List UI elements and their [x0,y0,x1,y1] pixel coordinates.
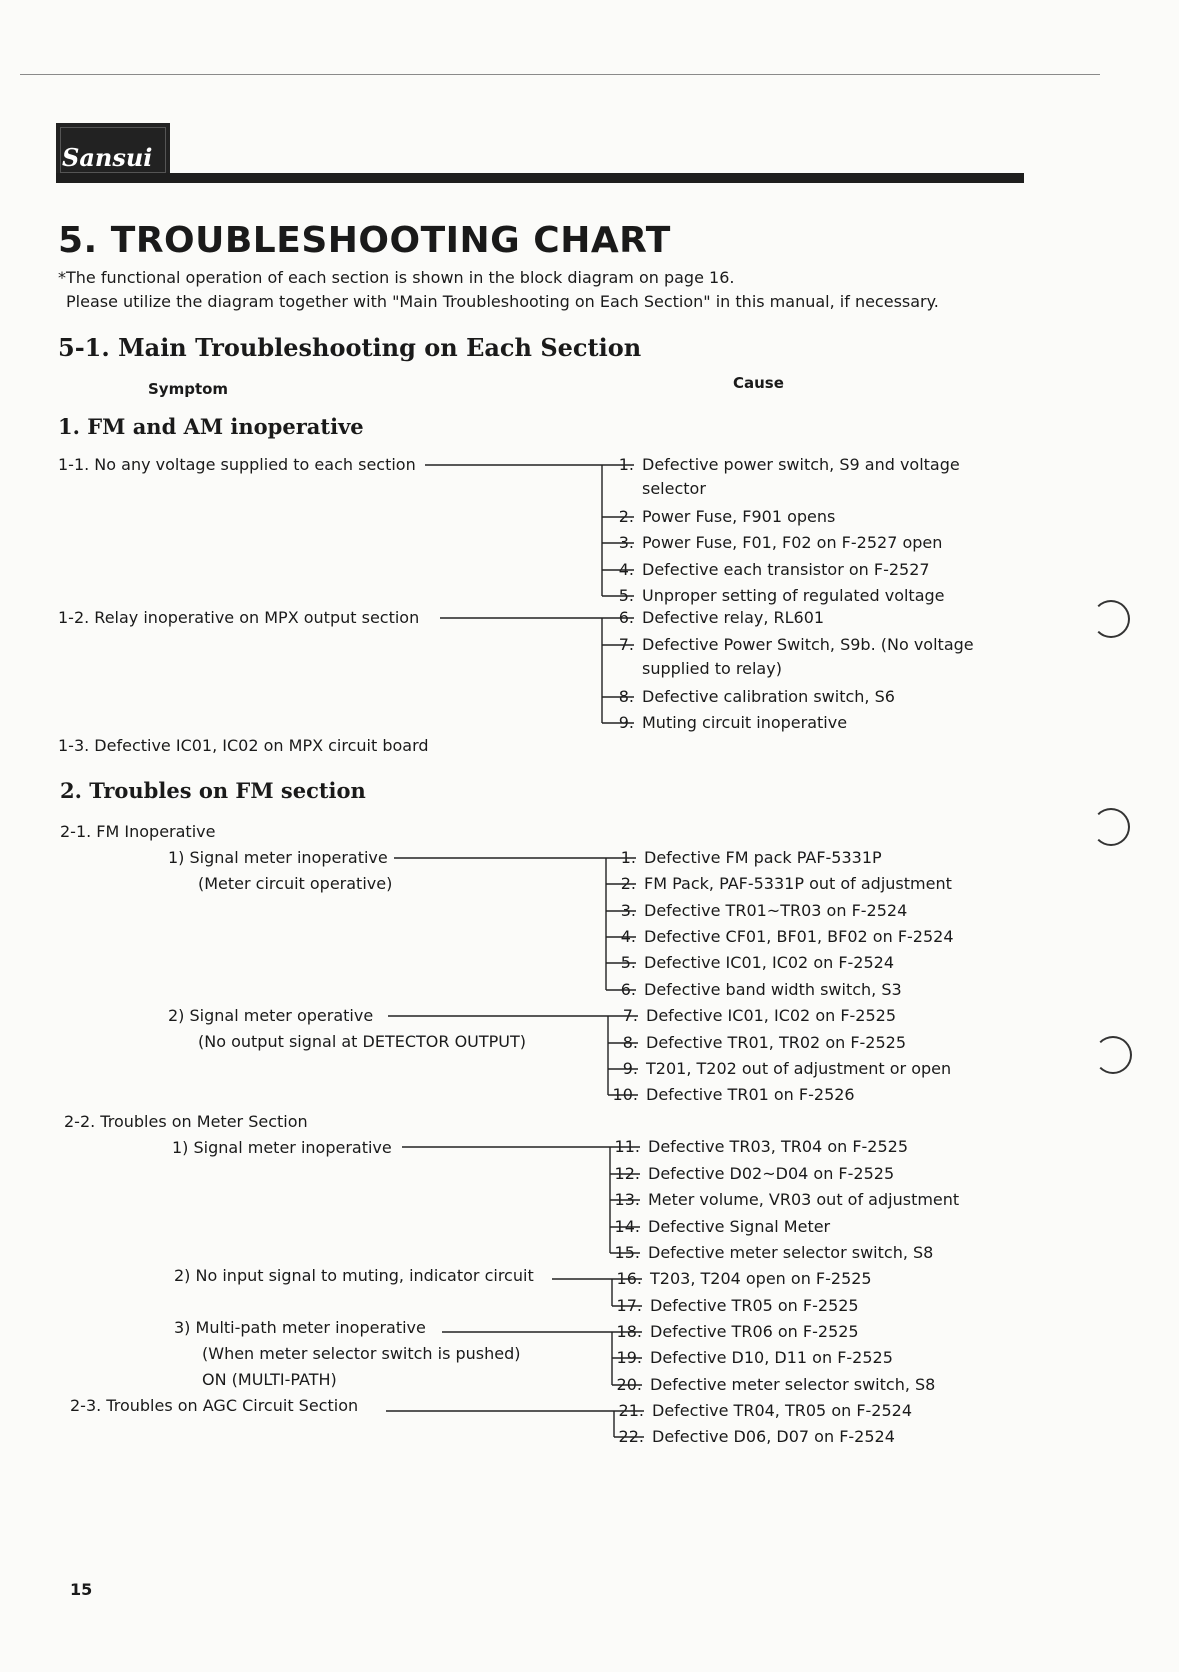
cause-text: Defective TR01~TR03 on F-2524 [644,901,908,920]
cause-number: 16. [616,1269,642,1288]
cause-text: Defective IC01, IC02 on F-2525 [646,1006,897,1025]
symptom-1-1: 1-1. No any voltage supplied to each section [58,455,416,474]
cause-text: Defective band width switch, S3 [644,980,902,999]
cause-number: 7. [622,1006,638,1025]
cause-text: T203, T204 open on F-2525 [650,1269,872,1288]
cause-number: 1. [620,848,636,867]
cause-number: 10. [612,1085,638,1104]
cause-number: 21. [618,1401,644,1420]
cause-number: 2. [618,507,634,526]
page-number: 15 [70,1580,93,1599]
cause-text: Meter volume, VR03 out of adjustment [648,1190,960,1209]
cause-number: 19. [616,1348,642,1367]
cause-number: 15. [614,1243,640,1262]
symptom-1-3: 1-3. Defective IC01, IC02 on MPX circuit board [58,736,429,755]
cause-text: Defective FM pack PAF-5331P [644,848,882,867]
cause-number: 4. [618,560,634,579]
cause-text: Defective CF01, BF01, BF02 on F-2524 [644,927,954,946]
symptom-2-2: 2-2. Troubles on Meter Section [64,1112,308,1131]
cause-number: 1. [618,455,634,474]
brand-text: Sansui [62,143,153,172]
cause-number: 13. [614,1190,640,1209]
cause-number: 14. [614,1217,640,1236]
cause-number: 17. [616,1296,642,1315]
intro-line-2: Please utilize the diagram together with "Main Troubleshooting on Each Section" in this manual, if necessary. [66,292,939,311]
symptom-2-1-2-note: (No output signal at DETECTOR OUTPUT) [198,1032,527,1051]
cause-text: Muting circuit inoperative [642,713,848,732]
cause-number: 7. [618,635,634,654]
cause-text: Defective meter selector switch, S8 [650,1375,936,1394]
cause-text-continued: selector [642,479,706,498]
cause-text: FM Pack, PAF-5331P out of adjustment [644,874,952,893]
symptom-2-2-3-note2: ON (MULTI-PATH) [202,1370,337,1389]
symptom-2-1: 2-1. FM Inoperative [60,822,216,841]
cause-text: Defective TR04, TR05 on F-2524 [652,1401,913,1420]
cause-text: Defective Power Switch, S9b. (No voltage [642,635,974,654]
cause-column-header: Cause [733,374,784,392]
cause-text: Defective calibration switch, S6 [642,687,895,706]
symptom-2-3: 2-3. Troubles on AGC Circuit Section [70,1396,359,1415]
symptom-1-2: 1-2. Relay inoperative on MPX output section [58,608,420,627]
cause-number: 8. [618,687,634,706]
binder-hole [1092,808,1130,846]
cause-text: Defective power switch, S9 and voltage [642,455,960,474]
symptom-2-2-3: 3) Multi-path meter inoperative [174,1318,426,1337]
cause-text: Defective Signal Meter [648,1217,831,1236]
binder-hole [1092,600,1130,638]
cause-number: 3. [620,901,636,920]
cause-number: 22. [618,1427,644,1446]
cause-number: 5. [618,586,634,605]
cause-text: Defective each transistor on F-2527 [642,560,930,579]
cause-number: 3. [618,533,634,552]
cause-number: 6. [620,980,636,999]
group2-heading: 2. Troubles on FM section [60,778,366,803]
cause-number: 18. [616,1322,642,1341]
cause-number: 8. [622,1033,638,1052]
cause-number: 11. [614,1137,640,1156]
section-heading: 5-1. Main Troubleshooting on Each Section [58,333,642,362]
cause-text: Defective relay, RL601 [642,608,825,627]
cause-number: 2. [620,874,636,893]
symptom-2-1-2: 2) Signal meter operative [168,1006,374,1025]
cause-number: 20. [616,1375,642,1394]
cause-number: 9. [622,1059,638,1078]
symptom-2-2-1: 1) Signal meter inoperative [172,1138,392,1157]
cause-text: Power Fuse, F901 opens [642,507,836,526]
symptom-2-2-3-note1: (When meter selector switch is pushed) [202,1344,521,1363]
group1-heading: 1. FM and AM inoperative [58,414,364,439]
cause-text: Defective D10, D11 on F-2525 [650,1348,893,1367]
binder-hole [1094,1036,1132,1074]
cause-number: 12. [614,1164,640,1183]
cause-text: Defective D02~D04 on F-2525 [648,1164,895,1183]
cause-text: Unproper setting of regulated voltage [642,586,945,605]
intro-line-1: *The functional operation of each section is shown in the block diagram on page 16. [58,268,735,287]
cause-number: 4. [620,927,636,946]
cause-text: Defective TR03, TR04 on F-2525 [648,1137,909,1156]
cause-text: Defective D06, D07 on F-2524 [652,1427,895,1446]
cause-number: 9. [618,713,634,732]
symptom-column-header: Symptom [148,380,229,398]
cause-text: Defective IC01, IC02 on F-2524 [644,953,895,972]
symptom-2-1-1: 1) Signal meter inoperative [168,848,388,867]
cause-text: Defective meter selector switch, S8 [648,1243,934,1262]
cause-text: Defective TR05 on F-2525 [650,1296,859,1315]
cause-text: Defective TR06 on F-2525 [650,1322,859,1341]
cause-text-continued: supplied to relay) [642,659,782,678]
cause-number: 5. [620,953,636,972]
cause-number: 6. [618,608,634,627]
cause-text: Power Fuse, F01, F02 on F-2527 open [642,533,943,552]
cause-text: Defective TR01 on F-2526 [646,1085,855,1104]
symptom-2-1-1-note: (Meter circuit operative) [198,874,393,893]
cause-text: T201, T202 out of adjustment or open [646,1059,952,1078]
page-title: 5. TROUBLESHOOTING CHART [58,220,671,261]
symptom-2-2-2: 2) No input signal to muting, indicator circuit [174,1266,534,1285]
cause-text: Defective TR01, TR02 on F-2525 [646,1033,907,1052]
